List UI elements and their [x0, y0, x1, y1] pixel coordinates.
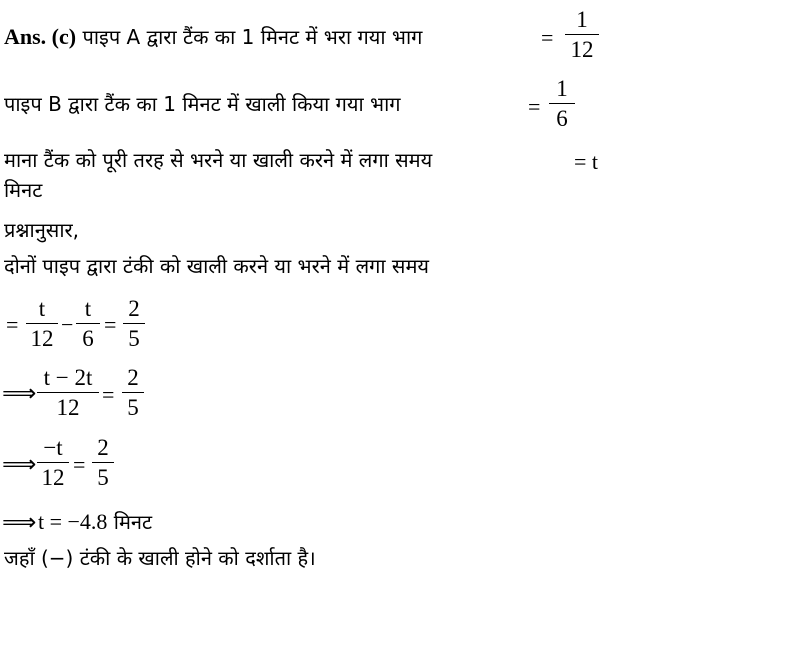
result-unit: मिनट: [113, 510, 153, 534]
result-line: [38, 511, 152, 533]
fraction-2-5: [92, 436, 114, 489]
denominator: 12: [41, 465, 65, 490]
fraction-t-12: [26, 297, 58, 350]
fraction-neg-t-12: [37, 436, 69, 489]
equals-t: = t: [574, 149, 599, 174]
implies-arrow-icon: ⟹: [2, 379, 37, 407]
implies-arrow-icon: ⟹: [2, 450, 37, 478]
equals-sign: =: [73, 452, 86, 477]
pipe-b-text: पाइप B द्वारा टैंक का 1 मिनट में खाली किया गया भाग: [4, 92, 401, 116]
numerator: −t: [43, 435, 63, 460]
fraction-1-6: [549, 77, 575, 130]
result-value: t = −4.8: [38, 509, 108, 534]
fraction-t-minus-2t-12: [37, 366, 99, 419]
assume-text: माना टैंक को पूरी तरह से भरने या खाली करने में लगा समय: [4, 148, 433, 172]
equals-sign: =: [102, 382, 115, 407]
numerator: 2: [128, 296, 140, 321]
answer-line-4: [4, 220, 79, 240]
answer-line-last: [4, 548, 316, 568]
according-text: प्रश्नानुसार,: [4, 218, 80, 242]
fraction-t-6: [76, 297, 100, 350]
denominator: 5: [127, 395, 139, 420]
pipe-a-text: पाइप A द्वारा टैंक का 1 मिनट में भरा गया भाग: [82, 25, 423, 49]
both-pipes-text: दोनों पाइप द्वारा टंकी को खाली करने या भरने में लगा समय: [4, 254, 430, 278]
denominator: 12: [56, 395, 80, 420]
minute-text: मिनट: [4, 178, 43, 202]
equals-sign: =: [528, 94, 541, 119]
denominator: 6: [556, 106, 568, 131]
denominator: 5: [128, 326, 140, 351]
answer-line-3: [4, 150, 432, 170]
minus-sign: −: [61, 312, 74, 337]
denominator: 12: [30, 326, 54, 351]
numerator: t − 2t: [43, 365, 93, 390]
numerator: t: [38, 296, 46, 321]
implies-arrow-icon: ⟹: [2, 508, 37, 536]
answer-label: Ans. (c): [4, 24, 77, 49]
answer-line-5: [4, 256, 429, 276]
answer-line-1: [4, 26, 422, 48]
denominator: 5: [97, 465, 109, 490]
numerator: t: [84, 296, 92, 321]
numerator: 2: [127, 365, 139, 390]
equals-sign: =: [541, 25, 554, 50]
numerator: 1: [576, 7, 588, 32]
answer-line-2: [4, 94, 401, 114]
numerator: 2: [97, 435, 109, 460]
fraction-1-12: [565, 8, 599, 61]
fraction-2-5: [123, 297, 145, 350]
answer-line-3-cont: [4, 180, 42, 200]
numerator: 1: [556, 76, 568, 101]
fraction-2-5: [122, 366, 144, 419]
equals-sign: =: [6, 312, 19, 337]
equals-sign: =: [104, 312, 117, 337]
denominator: 12: [570, 37, 594, 62]
conclusion-text: जहाँ (−) टंकी के खाली होने को दर्शाता है।: [4, 546, 316, 570]
denominator: 6: [82, 326, 94, 351]
